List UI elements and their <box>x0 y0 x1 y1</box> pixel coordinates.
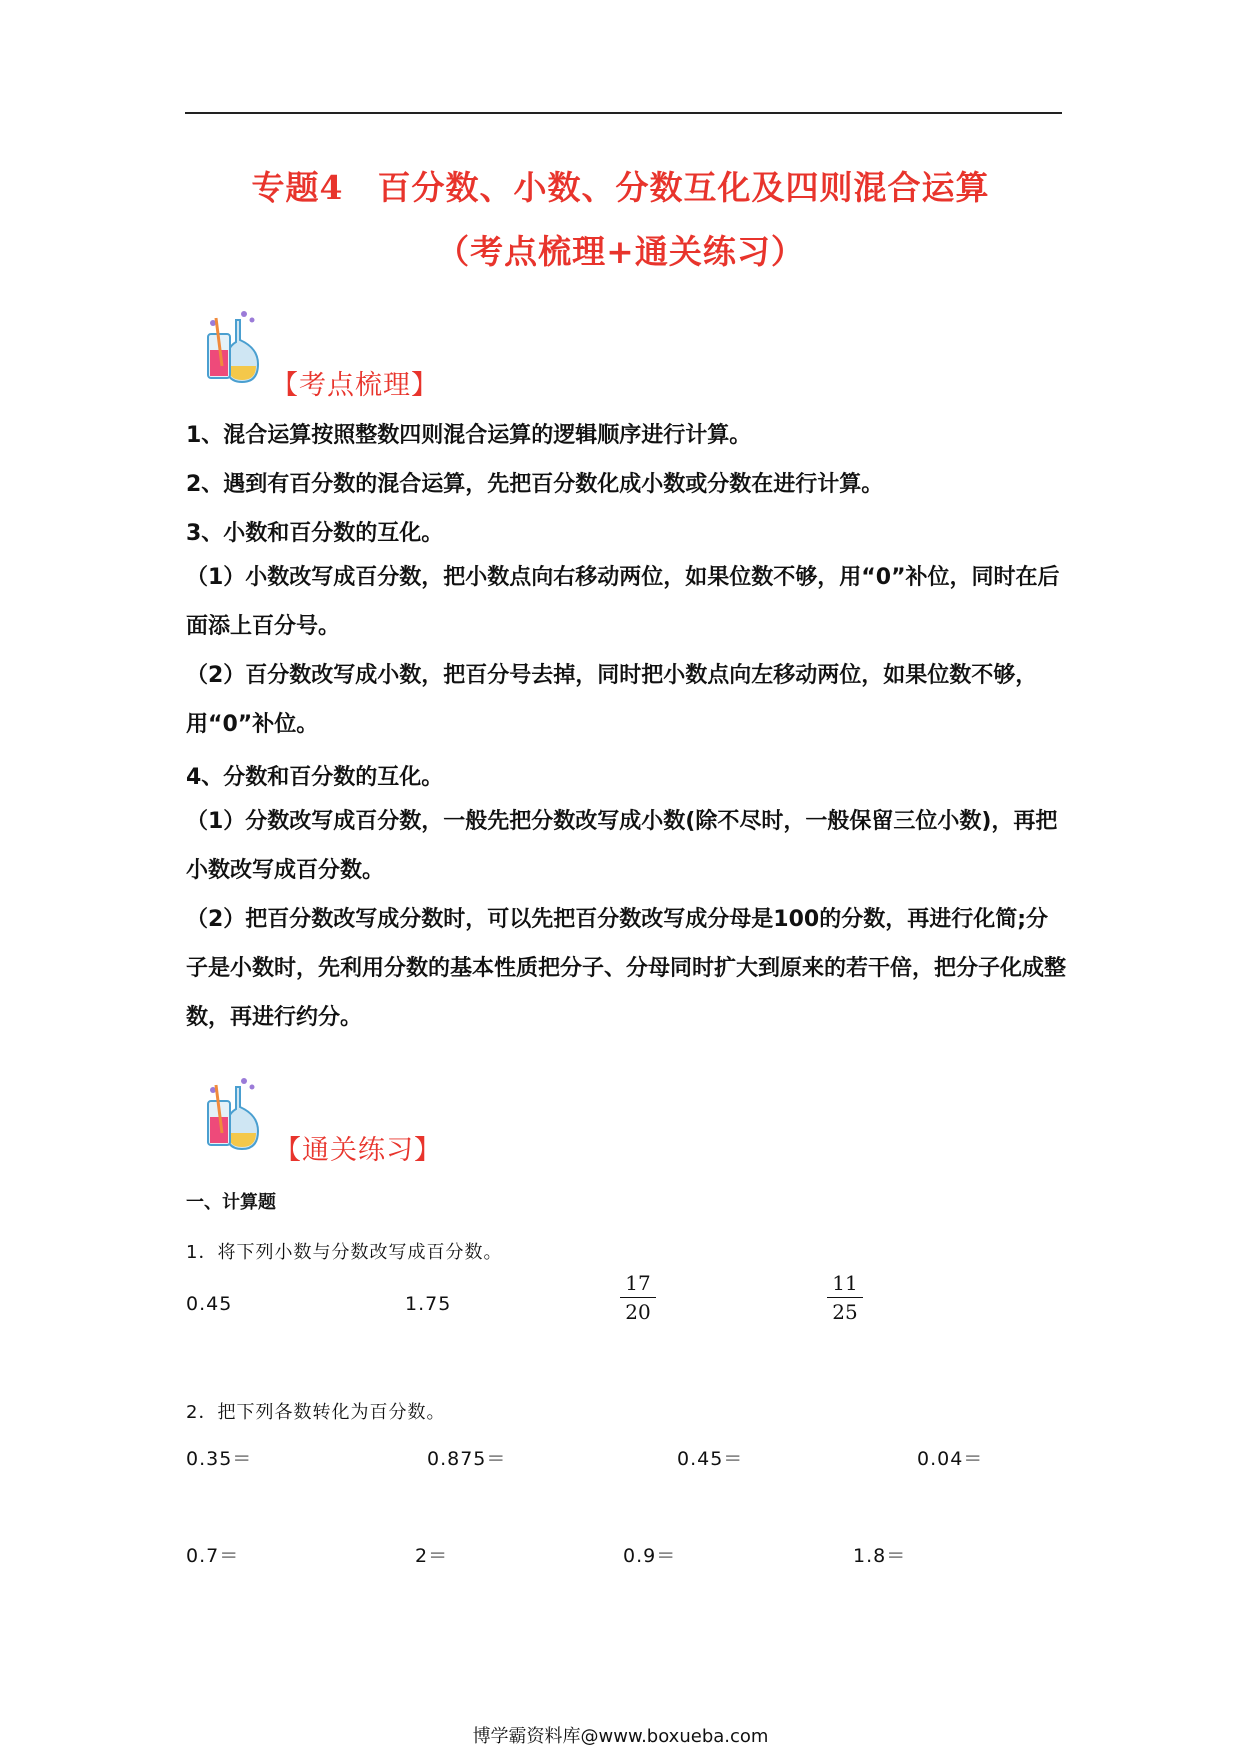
subheading-calculation: 一、计算题 <box>186 1192 276 1213</box>
top-rule <box>185 112 1062 114</box>
question-1-text: 1．将下列小数与分数改写成百分数。 <box>186 1242 503 1263</box>
q2-item: 1.8＝ <box>853 1545 907 1567</box>
point-2: 2、遇到有百分数的混合运算，先把百分数化成小数或分数在进行计算。 <box>186 472 884 497</box>
point-4-2: （2）把百分数改写成分数时，可以先把百分数改写成分母是100的分数，再进行化简;分子是小数时，先利用分数的基本性质把分子、分母同时扩大到原来的若干倍，把分子化成整数，再进行约分。 <box>186 907 1067 1030</box>
q1-value-2: 1.75 <box>405 1293 452 1315</box>
fraction-numerator: 11 <box>827 1271 863 1298</box>
q2-item: 0.875＝ <box>427 1448 507 1470</box>
point-3: 3、小数和百分数的互化。 <box>186 521 444 546</box>
q2-item: 0.04＝ <box>917 1448 984 1470</box>
point-3-1: （1）小数改写成百分数，把小数点向右移动两位，如果位数不够，用“0”补位，同时在后面添上百分号。 <box>186 565 1060 639</box>
flask-beaker-icon <box>206 1073 264 1151</box>
page-subtitle: （考点梳理+通关练习） <box>436 232 805 271</box>
q2-item: 0.35＝ <box>186 1448 253 1470</box>
q2-item: 0.7＝ <box>186 1545 240 1567</box>
q2-item: 0.9＝ <box>623 1545 677 1567</box>
point-1: 1、混合运算按照整数四则混合运算的逻辑顺序进行计算。 <box>186 423 752 448</box>
flask-beaker-icon <box>206 306 264 384</box>
fraction-denominator: 25 <box>832 1300 858 1324</box>
point-4: 4、分数和百分数的互化。 <box>186 765 444 790</box>
footer-watermark: 博学霸资料库@www.boxueba.com <box>472 1726 769 1747</box>
point-3-2: （2）百分数改写成小数，把百分号去掉，同时把小数点向左移动两位，如果位数不够，用“0”补位。 <box>186 663 1038 737</box>
q1-fraction-1 <box>620 1271 656 1324</box>
page-title: 专题4 百分数、小数、分数互化及四则混合运算 <box>251 168 990 207</box>
point-4-1: （1）分数改写成百分数，一般先把分数改写成小数(除不尽时，一般保留三位小数)，再把小数改写成百分数。 <box>186 809 1058 883</box>
section-heading-key-points: 【考点梳理】 <box>271 370 439 401</box>
fraction-denominator: 20 <box>625 1300 651 1324</box>
q1-fraction-2 <box>827 1271 863 1324</box>
section-heading-practice: 【通关练习】 <box>274 1135 442 1166</box>
fraction-numerator: 17 <box>620 1271 656 1298</box>
question-2-text: 2．把下列各数转化为百分数。 <box>186 1402 446 1423</box>
q1-value-1: 0.45 <box>186 1293 233 1315</box>
q2-item: 2＝ <box>415 1545 449 1567</box>
q2-item: 0.45＝ <box>677 1448 744 1470</box>
